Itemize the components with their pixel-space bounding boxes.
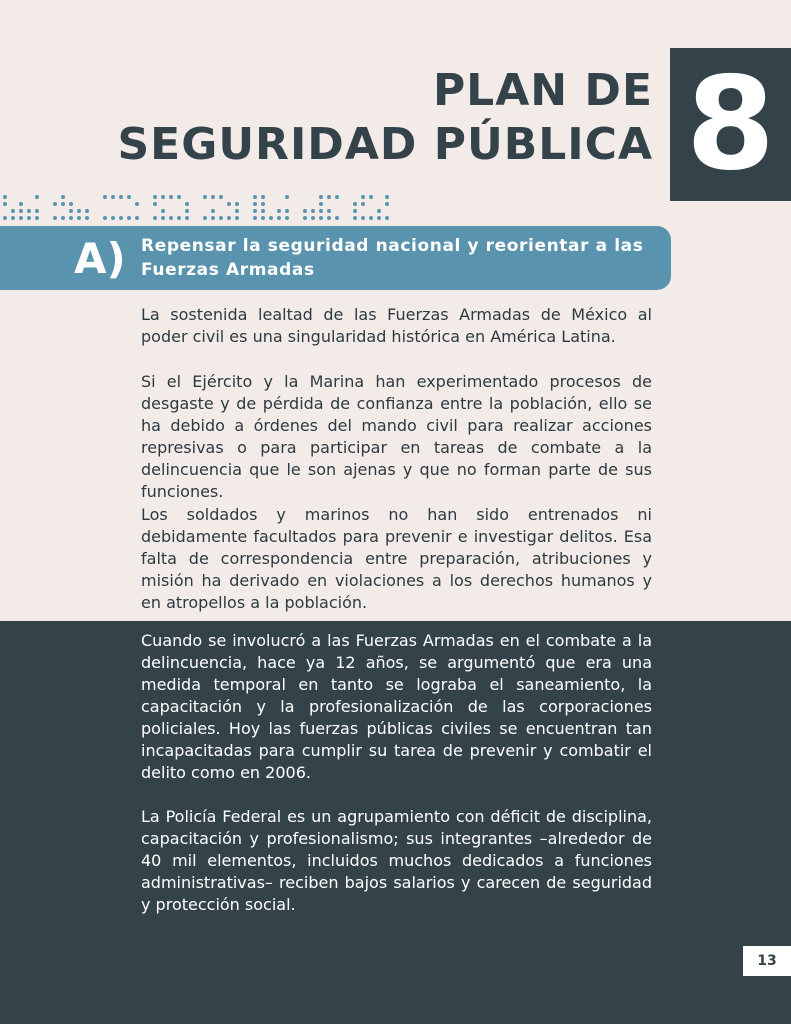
braille-dot bbox=[269, 216, 273, 220]
braille-dot bbox=[119, 216, 123, 220]
braille-dot bbox=[327, 216, 331, 220]
braille-dot bbox=[235, 216, 239, 220]
braille-dot bbox=[285, 216, 289, 220]
braille-dot bbox=[261, 216, 265, 220]
paragraph-1: La sostenida lealtad de las Fuerzas Armadas de México al poder civil es una singularidad histórica en América Latina. bbox=[141, 305, 652, 346]
braille-dot bbox=[85, 216, 89, 220]
braille-dot bbox=[185, 216, 189, 220]
braille-dot bbox=[77, 209, 81, 213]
braille-dot bbox=[111, 195, 115, 199]
braille-dot bbox=[303, 209, 307, 213]
braille-dot bbox=[61, 195, 65, 199]
braille-dot bbox=[369, 195, 373, 199]
braille-dot bbox=[335, 195, 339, 199]
braille-dot bbox=[127, 195, 131, 199]
braille-dot bbox=[161, 216, 165, 220]
chapter-number-badge: 8 bbox=[670, 48, 791, 201]
braille-dot bbox=[253, 209, 257, 213]
braille-dot bbox=[327, 195, 331, 199]
braille-dot bbox=[335, 216, 339, 220]
braille-dot bbox=[285, 195, 289, 199]
braille-dot bbox=[319, 209, 323, 213]
braille-dot bbox=[69, 209, 73, 213]
paragraph-2: Si el Ejército y la Marina han experimentado procesos de desgaste y de pérdida de confianza entre la población, ello se ha debido a órdenes del mando civil para realizar acciones represivas o para participar en tareas de combate a la delincuencia que le son ajenas y que no forman parte de sus funciones. bbox=[141, 372, 652, 501]
braille-dot bbox=[177, 195, 181, 199]
braille-dot bbox=[261, 195, 265, 199]
braille-dot bbox=[361, 195, 365, 199]
braille-dot bbox=[353, 202, 357, 206]
braille-dot bbox=[253, 202, 257, 206]
braille-dot bbox=[235, 209, 239, 213]
braille-dot bbox=[153, 195, 157, 199]
braille-dot bbox=[11, 216, 15, 220]
paragraph-3: Los soldados y marinos no han sido entrenados ni debidamente facultados para prevenir e investigar delitos. Esa falta de correspondencia entre preparación, atribuciones y misión ha derivado en violaciones a los derechos humanos y en atropellos a la población. bbox=[141, 505, 652, 612]
braille-dot bbox=[203, 216, 207, 220]
braille-dot bbox=[69, 202, 73, 206]
braille-dot bbox=[277, 209, 281, 213]
braille-dot bbox=[53, 202, 57, 206]
braille-dot bbox=[219, 216, 223, 220]
braille-dot bbox=[61, 216, 65, 220]
braille-dot bbox=[211, 209, 215, 213]
section-letter: A) bbox=[74, 234, 126, 283]
braille-dot bbox=[211, 195, 215, 199]
braille-dot bbox=[103, 216, 107, 220]
braille-dot bbox=[153, 216, 157, 220]
braille-dot bbox=[3, 202, 7, 206]
braille-dot bbox=[285, 209, 289, 213]
braille-dot bbox=[185, 209, 189, 213]
braille-dot bbox=[319, 202, 323, 206]
braille-dot bbox=[127, 216, 131, 220]
braille-dot bbox=[361, 216, 365, 220]
braille-dot bbox=[135, 202, 139, 206]
section-title: Repensar la seguridad nacional y reorientar a las Fuerzas Armadas bbox=[141, 236, 644, 280]
braille-dot bbox=[153, 202, 157, 206]
braille-dot bbox=[277, 216, 281, 220]
braille-dot bbox=[35, 209, 39, 213]
braille-dot bbox=[19, 209, 23, 213]
braille-dot bbox=[261, 202, 265, 206]
braille-dot bbox=[85, 209, 89, 213]
paragraph-4: Cuando se involucró a las Fuerzas Armadas en el combate a la delincuencia, hace ya 12 años, se argumentó que era una medida temporal en tanto se lograba el saneamiento, la capacitación y la profesionalización de las corporaciones policiales. Hoy las fuerzas públicas civiles se encuentran tan incapacitadas para cumplir su tarea de prevenir y combatir el delito como en 2006. bbox=[141, 631, 652, 782]
braille-dot bbox=[319, 195, 323, 199]
braille-dot bbox=[3, 216, 7, 220]
braille-dot bbox=[203, 195, 207, 199]
braille-dot bbox=[353, 216, 357, 220]
braille-dot bbox=[261, 209, 265, 213]
title-line-1: PLAN DE bbox=[432, 65, 653, 116]
braille-dot bbox=[303, 216, 307, 220]
braille-dot bbox=[169, 195, 173, 199]
braille-dot bbox=[161, 209, 165, 213]
braille-dot bbox=[161, 195, 165, 199]
page-title bbox=[117, 64, 653, 172]
paragraph-5: La Policía Federal es un agrupamiento con déficit de disciplina, capacitación y profesionalismo; sus integrantes –alrededor de 40 mil elementos, incluidos muchos dedicados a funciones administrativas– reciben bajos salarios y carecen de seguridad y protección social. bbox=[141, 807, 652, 914]
braille-dot bbox=[319, 216, 323, 220]
braille-dot bbox=[369, 216, 373, 220]
braille-dot bbox=[185, 202, 189, 206]
braille-dot bbox=[227, 216, 231, 220]
braille-dot bbox=[311, 216, 315, 220]
braille-dot bbox=[61, 202, 65, 206]
braille-dot bbox=[19, 216, 23, 220]
braille-dot bbox=[385, 216, 389, 220]
decorative-braille-dots bbox=[0, 192, 480, 222]
braille-dot bbox=[385, 202, 389, 206]
braille-dot bbox=[253, 195, 257, 199]
braille-dot bbox=[27, 209, 31, 213]
braille-dot bbox=[253, 216, 257, 220]
title-line-2: SEGURIDAD PÚBLICA bbox=[117, 119, 653, 170]
braille-dot bbox=[35, 195, 39, 199]
braille-dot bbox=[35, 216, 39, 220]
braille-dot bbox=[11, 209, 15, 213]
braille-dot bbox=[327, 209, 331, 213]
page-number: 13 bbox=[743, 946, 791, 976]
braille-dot bbox=[211, 216, 215, 220]
braille-dot bbox=[353, 209, 357, 213]
braille-dot bbox=[235, 202, 239, 206]
braille-dot bbox=[177, 216, 181, 220]
braille-dot bbox=[3, 195, 7, 199]
braille-dot bbox=[361, 202, 365, 206]
braille-dot bbox=[219, 195, 223, 199]
braille-dot bbox=[111, 216, 115, 220]
braille-dot bbox=[53, 216, 57, 220]
braille-dot bbox=[135, 216, 139, 220]
braille-dot bbox=[77, 216, 81, 220]
braille-dot bbox=[385, 195, 389, 199]
braille-dot bbox=[27, 216, 31, 220]
braille-dot bbox=[103, 195, 107, 199]
braille-dot bbox=[19, 202, 23, 206]
braille-dot bbox=[169, 216, 173, 220]
braille-dot bbox=[227, 202, 231, 206]
braille-dot bbox=[311, 209, 315, 213]
braille-dot bbox=[377, 216, 381, 220]
braille-dot bbox=[69, 216, 73, 220]
braille-dot bbox=[119, 195, 123, 199]
braille-dot bbox=[377, 209, 381, 213]
